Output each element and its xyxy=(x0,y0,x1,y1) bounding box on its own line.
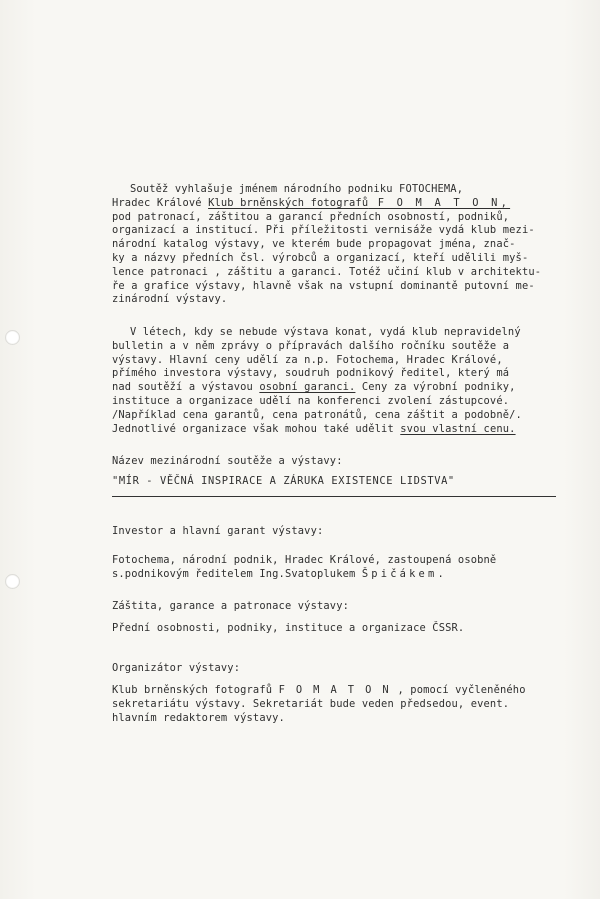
text-line xyxy=(112,568,556,582)
text-line: ky a názvy předních čsl. výrobců a organizací, kteří udělili myš- xyxy=(112,251,529,264)
text-line: sekretariátu výstavy. Sekretariát bude veden předsedou, event. xyxy=(112,697,510,710)
investor-block xyxy=(112,554,556,582)
club-fomaton: F O M A T O N, xyxy=(368,196,511,209)
text-line: instituce a organizace udělí na konferenci zvolení zástupcové. xyxy=(112,394,510,407)
text-line: bulletin a v něm zprávy o přípravách dalšího ročníku soutěže a xyxy=(112,339,510,352)
punch-hole-upper xyxy=(5,330,20,345)
text-line: Soutěž vyhlašuje jménem národního podniku FOTOCHEMA, xyxy=(130,183,464,195)
text-line: národní katalog výstavy, ve kterém bude propagovat jména, znač- xyxy=(112,238,516,251)
text-fragment: Ceny za výrobní podniky, xyxy=(355,381,516,394)
punch-hole-lower xyxy=(5,574,20,589)
text-line xyxy=(112,423,556,437)
text-line xyxy=(112,684,556,698)
text-line: výstavy. Hlavní ceny udělí za n.p. Fotochema, Hradec Králové, xyxy=(112,353,503,366)
director-surname: Špičákem. xyxy=(361,567,447,580)
organizer-block xyxy=(112,684,556,725)
text-line: přímého investora výstavy, soudruh podnikový ředitel, který má xyxy=(112,367,510,380)
patronage-heading: Záštita, garance a patronace výstavy: xyxy=(112,600,350,612)
text-fragment: nad soutěží a výstavou xyxy=(112,381,260,394)
text-line: ře a grafice výstavy, hlavně však na vstupní dominantě putovní me- xyxy=(112,279,535,292)
text-fragment: Klub brněnských fotografů xyxy=(112,684,279,696)
text-fragment: Hradec Králové xyxy=(112,196,209,209)
text-line xyxy=(112,197,556,211)
own-prize-underlined: svou vlastní cenu. xyxy=(400,422,516,435)
text-fragment: Jednotlivé organizace však mohou také udělit xyxy=(112,422,401,435)
club-name-underlined: Klub brněnských fotografů xyxy=(208,196,369,209)
club-fomaton: F O M A T O N xyxy=(278,684,392,696)
personal-guarantee-underlined: osobní garanci. xyxy=(259,381,356,394)
text-line xyxy=(112,381,556,395)
text-fragment: s.podnikovým ředitelem Ing.Svatoplukem xyxy=(112,567,362,580)
paragraph-intro xyxy=(112,183,556,307)
text-line: lence patronaci , záštitu a garanci. Totéž učiní klub v architektu- xyxy=(112,265,542,278)
text-line: organizací a institucí. Při příležitosti vernisáže vydá klub mezi- xyxy=(112,224,535,237)
text-line: V létech, kdy se nebude výstava konat, vydá klub nepravidelný xyxy=(130,326,521,338)
competition-title: "MÍR - VĚČNÁ INSPIRACE A ZÁRUKA EXISTENCE LIDSTVA" xyxy=(112,475,455,487)
organizer-heading: Organizátor výstavy: xyxy=(112,662,241,674)
competition-name-label: Název mezinárodní soutěže a výstavy: xyxy=(112,455,343,467)
investor-heading: Investor a hlavní garant výstavy: xyxy=(112,525,324,537)
text-fragment: , pomocí vyčleněného xyxy=(391,684,526,696)
text-line: hlavním redaktorem výstavy. xyxy=(112,711,285,724)
paragraph-bulletin xyxy=(112,326,556,436)
text-line: pod patronací, záštitou a garancí předních osobností, podniků, xyxy=(112,210,510,223)
patronage-text: Přední osobnosti, podniky, instituce a organizace ČSSR. xyxy=(112,622,465,634)
text-line: zinárodní výstavy. xyxy=(112,293,228,306)
title-underline xyxy=(112,496,556,497)
text-line: /Například cena garantů, cena patronátů, cena záštit a podobně/. xyxy=(112,408,522,421)
text-line: Fotochema, národní podnik, Hradec Králové, zastoupená osobně xyxy=(112,554,497,566)
